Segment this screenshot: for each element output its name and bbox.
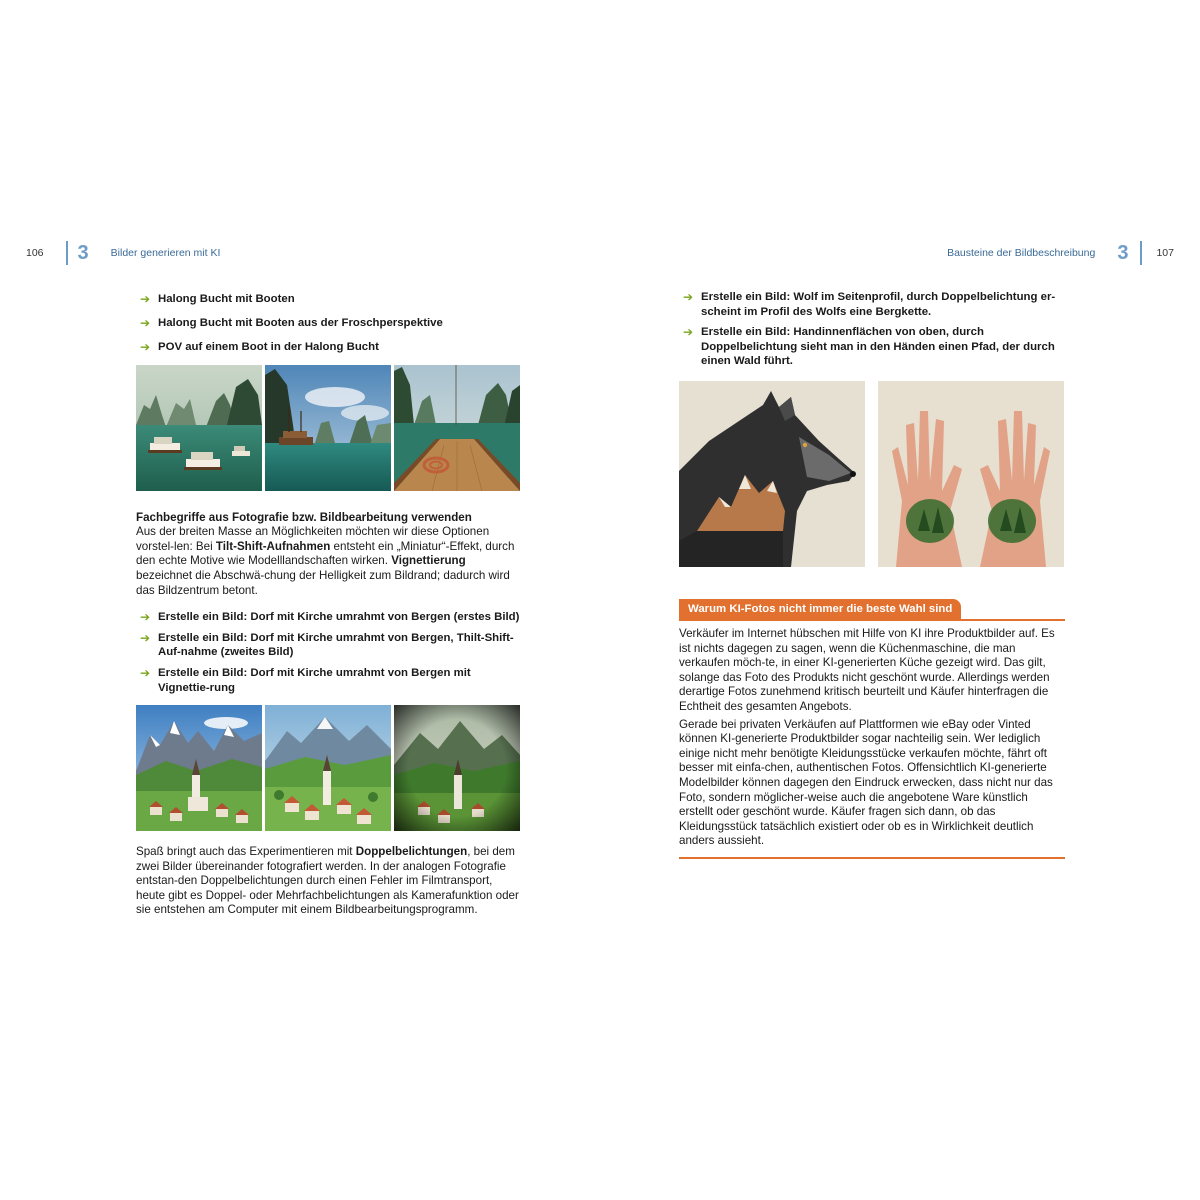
halong-bay-boats-image	[136, 365, 262, 491]
village-vignette-image	[394, 705, 520, 831]
list-item: ➔ Halong Bucht mit Booten	[140, 292, 295, 306]
list-item: ➔ Erstelle ein Bild: Handinnenflächen von oben, durch Doppelbelichtung sieht man in den Händen einen Pfad, der durch einen Wald führt.	[683, 325, 1055, 368]
info-box	[679, 599, 1065, 859]
village-image-row	[136, 705, 522, 831]
list-item: ➔ Erstelle ein Bild: Dorf mit Kirche umrahmt von Bergen mit Vignettie-rung	[140, 665, 471, 694]
arrow-right-icon: ➔	[140, 315, 151, 330]
body-paragraph: Spaß bringt auch das Experimentieren mit Doppelbelichtungen, bei dem zwei Bilder übereinander fotografiert werden. In der analogen Fotografie entstan-den Doppelbelichtungen durch einen Fehler im Filmtransport, heute gibt es Doppel- oder Mehrfachbelichtungen als Kamerafunktion oder sie entstehen am Computer mit einem Bildbearbeitungsprogramm.	[136, 845, 519, 917]
info-box-bottom-rule	[679, 857, 1065, 859]
village-church-mountains-image	[136, 705, 262, 831]
wolf-double-exposure-image	[679, 381, 865, 567]
list-item: ➔ Halong Bucht mit Booten aus der Froschperspektive	[140, 315, 443, 330]
running-head-right	[947, 240, 1174, 266]
info-box-paragraph: Verkäufer im Internet hübschen mit Hilfe von KI ihre Produktbilder auf. Es ist nichts dagegen zu sagen, wenn die Küchenmaschine, die man verkaufen möch-te, in einer KI-generierten Küche gezeigt wird. Das gilt, solange das Foto des Produkts nicht geschönt wurde. Allerdings werden derartige Fotos zunehmend kritisch beurteilt und Käufer hinterfragen die Echtheit des gesamten Angebots.	[679, 626, 1055, 713]
double-exposure-image-row	[679, 381, 1065, 567]
arrow-right-icon: ➔	[140, 339, 151, 354]
running-title: Bausteine der Bildbeschreibung	[947, 247, 1096, 259]
running-title: Bilder generieren mit KI	[110, 247, 221, 259]
body-paragraph: Aus der breiten Masse an Möglichkeiten möchten wir diese Optionen vorstel-len: Bei Tilt-Shift-Aufnahmen entsteht ein „Miniatur“-Effekt, durch den echte Motive wie Modelllandschaften wirken. Vignettierung bezeichnet die Abschwä-chung der Helligkeit zum Bildrand; dadurch wird das Bildzentrum betont.	[136, 525, 515, 597]
page-number: 107	[1156, 247, 1174, 259]
halong-image-row	[136, 365, 522, 491]
village-tilt-shift-image	[265, 705, 391, 831]
arrow-right-icon: ➔	[140, 665, 151, 680]
arrow-right-icon: ➔	[683, 325, 694, 340]
running-head-left	[26, 240, 220, 266]
info-box-top-rule	[679, 619, 1065, 621]
page-number: 106	[26, 247, 44, 259]
header-divider	[66, 241, 68, 265]
arrow-right-icon: ➔	[140, 630, 151, 645]
arrow-right-icon: ➔	[140, 610, 151, 625]
list-item: ➔ Erstelle ein Bild: Dorf mit Kirche umrahmt von Bergen, Thilt-Shift-Auf-nahme (zweites Bild)	[140, 630, 514, 659]
info-box-paragraph: Gerade bei privaten Verkäufen auf Plattformen wie eBay oder Vinted können KI-generierte Produktbilder sogar nachteilig sein. Wer lediglich einige nicht mehr benötigte Kleidungsstücke verkaufen möchte, fährt oft besser mit einfa-chen, authentischen Fotos. Offensichtlich KI-generierte Modelbilder können dagegen den Eindruck erwecken, dass nicht nur das Foto, sondern möglicher-weise auch die angebotene Ware künstlich erstellt oder geschönt wurde. Käufer fragen sich dann, ob das Kleidungsstück tatsächlich existiert oder ob es in Wirklichkeit deutlich anders aussieht.	[679, 717, 1053, 848]
prompt-list-village	[136, 610, 522, 695]
halong-bay-boat-pov-image	[394, 365, 520, 491]
list-item: ➔ Erstelle ein Bild: Dorf mit Kirche umrahmt von Bergen (erstes Bild)	[140, 610, 520, 625]
right-page	[679, 290, 1065, 859]
chapter-number: 3	[77, 241, 89, 264]
arrow-right-icon: ➔	[683, 290, 694, 304]
prompt-list-double-exposure	[679, 290, 1065, 369]
list-item: ➔ Erstelle ein Bild: Wolf im Seitenprofil, durch Doppelbelichtung er-scheint im Profil des Wolfs eine Bergkette.	[683, 290, 1056, 318]
section-heading: Fachbegriffe aus Fotografie bzw. Bildbearbeitung verwenden	[136, 510, 472, 524]
info-box-title: Warum KI-Fotos nicht immer die beste Wahl sind	[679, 599, 961, 619]
left-page	[136, 290, 522, 918]
prompt-list-halong	[136, 292, 522, 355]
list-item: ➔ POV auf einem Boot in der Halong Bucht	[140, 339, 379, 354]
chapter-number: 3	[1117, 241, 1129, 264]
hands-forest-double-exposure-image	[878, 381, 1064, 567]
arrow-right-icon: ➔	[140, 292, 151, 306]
header-divider	[1140, 241, 1142, 265]
halong-bay-frog-perspective-image	[265, 365, 391, 491]
